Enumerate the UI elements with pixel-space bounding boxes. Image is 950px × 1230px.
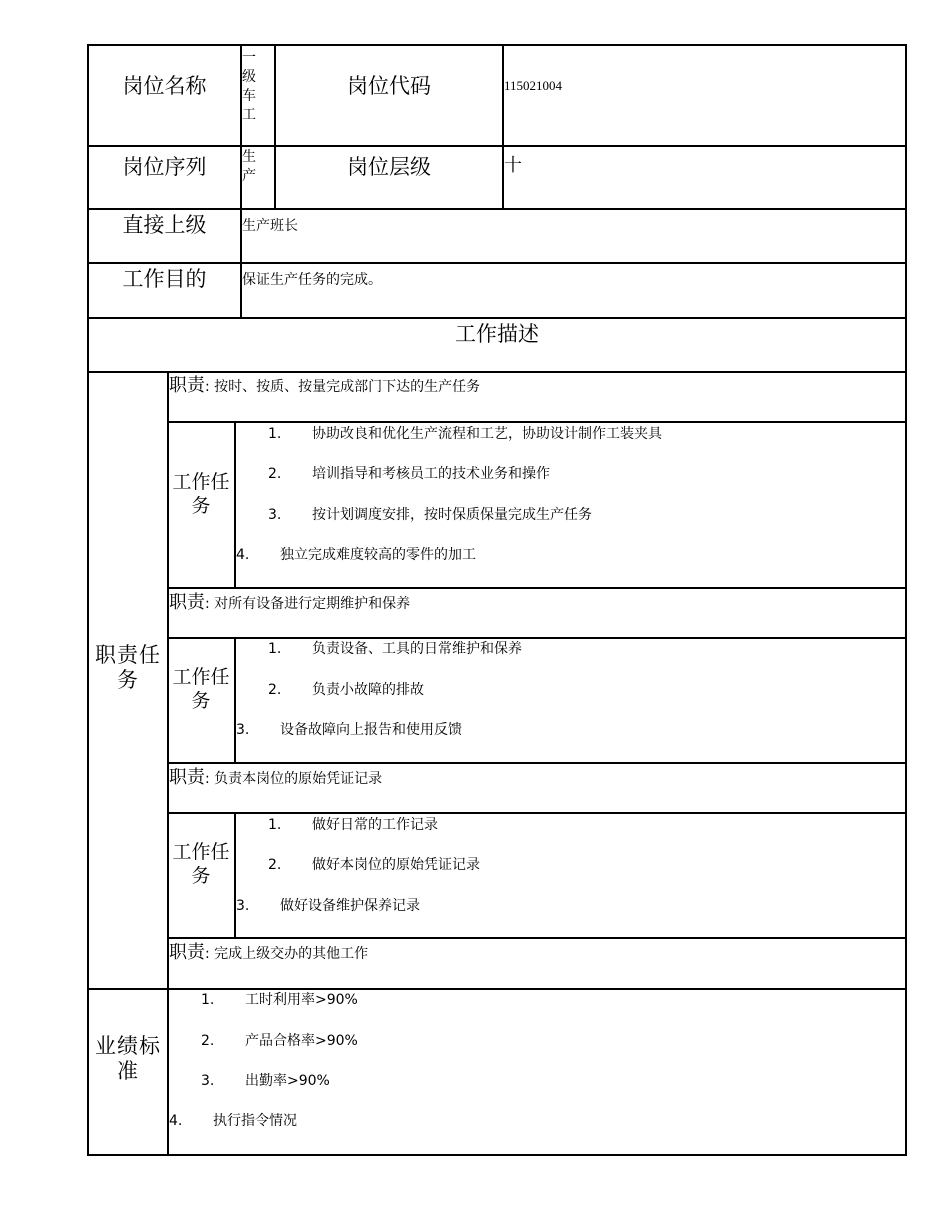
purpose-value: 保证生产任务的完成。: [242, 272, 382, 288]
performance-number: 3.: [201, 1073, 215, 1089]
duty-prefix: 职责: [169, 942, 205, 963]
column-divider: [234, 637, 236, 763]
task-number: 3.: [236, 898, 250, 914]
section-title: 工作描述: [455, 322, 539, 346]
row-divider: [167, 587, 907, 589]
task-number: 2.: [268, 682, 282, 698]
task-number: 4.: [236, 547, 250, 563]
task-text: 做好日常的工作记录: [312, 817, 438, 833]
task-text: 负责小故障的排故: [312, 682, 424, 698]
sequence-label: 岗位序列: [122, 155, 207, 179]
column-divider: [502, 44, 504, 209]
task-number: 2.: [268, 466, 282, 482]
task-item: [268, 506, 592, 524]
performance-text: 产品合格率>90%: [245, 1033, 358, 1049]
duty-prefix: 职责: [169, 767, 205, 788]
row-divider: [167, 421, 907, 423]
task-item: [268, 465, 550, 483]
supervisor-label: 直接上级: [122, 213, 207, 237]
task-number: 3.: [236, 722, 250, 738]
purpose-label: 工作目的: [122, 267, 207, 291]
performance-number: 4.: [169, 1113, 183, 1129]
performance-text: 工时利用率>90%: [245, 992, 358, 1008]
duty-text: : 按时、按质、按量完成部门下达的生产任务: [205, 379, 481, 395]
row-divider: [87, 988, 907, 990]
duty-heading: [169, 769, 382, 788]
task-number: 1.: [268, 817, 282, 833]
task-text: 培训指导和考核员工的技术业务和操作: [312, 466, 550, 482]
row-divider: [87, 371, 907, 373]
task-text: 做好设备维护保养记录: [280, 898, 420, 914]
row-divider: [167, 762, 907, 764]
position-name-label: 岗位名称: [122, 74, 207, 98]
task-label: 工作任务: [172, 841, 230, 887]
duty-text: : 完成上级交办的其他工作: [205, 946, 369, 962]
column-divider: [234, 812, 236, 938]
level-value: 十: [504, 155, 522, 176]
row-divider: [87, 145, 907, 147]
task-item: [236, 897, 420, 915]
task-label: 工作任务: [172, 666, 230, 712]
performance-label: 业绩标准: [95, 1034, 161, 1083]
task-text: 按计划调度安排，按时保质保量完成生产任务: [312, 507, 592, 523]
task-text: 做好本岗位的原始凭证记录: [312, 857, 480, 873]
task-number: 1.: [268, 426, 282, 442]
position-code-value: 115021004: [504, 78, 563, 93]
duty-heading: [169, 944, 368, 963]
performance-text: 出勤率>90%: [245, 1073, 330, 1089]
task-text: 独立完成难度较高的零件的加工: [280, 547, 476, 563]
duty-prefix: 职责: [169, 375, 205, 396]
task-text: 设备故障向上报告和使用反馈: [280, 722, 462, 738]
performance-number: 1.: [201, 992, 215, 1008]
position-name-value: 一级车工: [242, 50, 256, 123]
row-divider: [167, 637, 907, 639]
sequence-value: 生产: [242, 149, 256, 184]
task-number: 2.: [268, 857, 282, 873]
task-text: 协助改良和优化生产流程和工艺，协助设计制作工装夹具: [312, 426, 662, 442]
task-item: [268, 856, 480, 874]
task-item: [236, 546, 476, 564]
task-item: [268, 640, 522, 658]
performance-item: [201, 991, 358, 1009]
column-divider: [274, 44, 276, 209]
task-number: 1.: [268, 641, 282, 657]
row-divider: [87, 208, 907, 210]
task-label: 工作任务: [172, 471, 230, 517]
performance-number: 2.: [201, 1033, 215, 1049]
duty-prefix: 职责: [169, 592, 205, 613]
duty-heading: [169, 377, 480, 396]
duty-text: : 对所有设备进行定期维护和保养: [205, 596, 411, 612]
row-divider: [167, 812, 907, 814]
duty-text: : 负责本岗位的原始凭证记录: [205, 771, 383, 787]
position-code-label: 岗位代码: [347, 74, 431, 98]
supervisor-value: 生产班长: [242, 218, 298, 234]
task-item: [268, 816, 438, 834]
task-number: 3.: [268, 507, 282, 523]
duty-heading: [169, 594, 410, 613]
row-divider: [87, 317, 907, 319]
performance-item: [169, 1112, 297, 1130]
task-text: 负责设备、工具的日常维护和保养: [312, 641, 522, 657]
row-divider: [167, 937, 907, 939]
performance-item: [201, 1032, 358, 1050]
task-item: [268, 425, 662, 443]
performance-text: 执行指令情况: [213, 1113, 297, 1129]
performance-item: [201, 1072, 330, 1090]
level-label: 岗位层级: [347, 155, 431, 179]
task-item: [268, 681, 424, 699]
duties-label: 职责任务: [95, 643, 161, 692]
row-divider: [87, 262, 907, 264]
task-item: [236, 721, 462, 739]
